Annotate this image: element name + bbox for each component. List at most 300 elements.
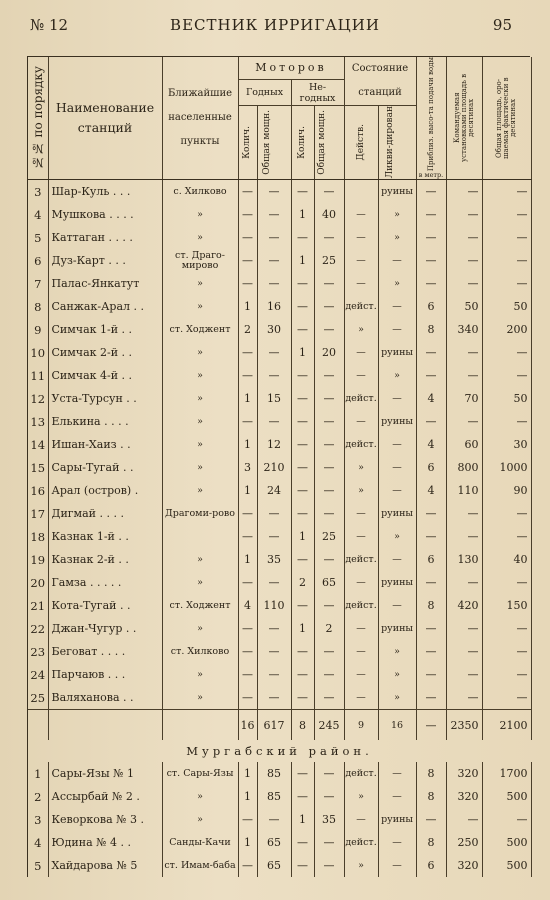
cell-liq: руины [378, 180, 416, 204]
total-gq: 16 [238, 710, 257, 741]
total-b: 2100 [482, 710, 531, 741]
cell-liq: руины [378, 617, 416, 640]
table-row [28, 226, 531, 249]
cell-a: — [446, 180, 482, 204]
cell-gq: — [238, 640, 257, 663]
cell-liq: — [378, 456, 416, 479]
cell-act: — [344, 686, 378, 710]
cell-bp: 20 [314, 341, 344, 364]
cell-a: 110 [446, 479, 482, 502]
cell-a: 420 [446, 594, 482, 617]
cell-bp: — [314, 785, 344, 808]
cell-h: 8 [416, 594, 446, 617]
cell-bp: — [314, 548, 344, 571]
cell-h: — [416, 364, 446, 387]
cell-gp: — [257, 341, 291, 364]
cell-name: Ассырбай № 2 . [48, 785, 162, 808]
cell-b: — [482, 686, 531, 710]
cell-h: — [416, 410, 446, 433]
cell-h: 8 [416, 762, 446, 785]
cell-act: дейст. [344, 831, 378, 854]
cell-gq: — [238, 249, 257, 272]
header-no: №№ по порядку [28, 57, 48, 180]
table-row [28, 364, 531, 387]
cell-h: 6 [416, 548, 446, 571]
cell-gq: 1 [238, 831, 257, 854]
cell-name: Беговат . . . . [48, 640, 162, 663]
cell-bq: 1 [291, 203, 314, 226]
table-row [28, 808, 531, 831]
cell-bp: — [314, 364, 344, 387]
cell-liq: руины [378, 808, 416, 831]
cell-bq: 1 [291, 341, 314, 364]
cell-bq: — [291, 180, 314, 204]
cell-act [344, 180, 378, 204]
cell-bq: — [291, 272, 314, 295]
cell-b: — [482, 180, 531, 204]
total-n [28, 710, 48, 741]
cell-a: — [446, 686, 482, 710]
cell-place: » [162, 387, 238, 410]
cell-act: » [344, 456, 378, 479]
cell-b: — [482, 364, 531, 387]
cell-name: Гамза . . . . . [48, 571, 162, 594]
cell-place: » [162, 686, 238, 710]
cell-place: » [162, 341, 238, 364]
cell-a: 70 [446, 387, 482, 410]
cell-gp: — [257, 663, 291, 686]
cell-gq: — [238, 571, 257, 594]
cell-a: — [446, 525, 482, 548]
cell-gp: — [257, 272, 291, 295]
cell-h: — [416, 226, 446, 249]
cell-liq: — [378, 785, 416, 808]
cell-bq: — [291, 364, 314, 387]
cell-b: 90 [482, 479, 531, 502]
cell-act: — [344, 272, 378, 295]
cell-n: 7 [28, 272, 48, 295]
cell-name: Арал (остров) . [48, 479, 162, 502]
cell-b: — [482, 640, 531, 663]
cell-name: Казнак 1-й . . [48, 525, 162, 548]
cell-liq: руины [378, 410, 416, 433]
table-row [28, 785, 531, 808]
total-name [48, 710, 162, 741]
cell-name: Казнак 2-й . . [48, 548, 162, 571]
cell-h: 4 [416, 387, 446, 410]
cell-place: » [162, 548, 238, 571]
cell-b: — [482, 203, 531, 226]
cell-n: 3 [28, 808, 48, 831]
cell-h: 6 [416, 295, 446, 318]
cell-gp: — [257, 808, 291, 831]
cell-bp: — [314, 180, 344, 204]
cell-bq: — [291, 479, 314, 502]
cell-n: 3 [28, 180, 48, 204]
cell-b: — [482, 571, 531, 594]
table-row [28, 831, 531, 854]
cell-bp: — [314, 831, 344, 854]
cell-place: » [162, 617, 238, 640]
cell-act: — [344, 203, 378, 226]
cell-n: 2 [28, 785, 48, 808]
cell-act: » [344, 318, 378, 341]
cell-h: — [416, 640, 446, 663]
cell-h: — [416, 663, 446, 686]
cell-place: » [162, 663, 238, 686]
totals-row [28, 710, 531, 741]
table-row [28, 387, 531, 410]
cell-liq: руины [378, 571, 416, 594]
cell-liq: — [378, 433, 416, 456]
cell-gq: 1 [238, 387, 257, 410]
cell-act: — [344, 502, 378, 525]
cell-gq: — [238, 226, 257, 249]
cell-bq: — [291, 456, 314, 479]
table-row [28, 762, 531, 785]
cell-bp: — [314, 272, 344, 295]
total-h: — [416, 710, 446, 741]
cell-name: Ишан-Хаиз . . [48, 433, 162, 456]
cell-bq: — [291, 854, 314, 877]
cell-gp: — [257, 410, 291, 433]
cell-bp: — [314, 663, 344, 686]
cell-n: 4 [28, 831, 48, 854]
cell-n: 4 [28, 203, 48, 226]
cell-b: 500 [482, 831, 531, 854]
cell-n: 13 [28, 410, 48, 433]
cell-bp: 40 [314, 203, 344, 226]
cell-bq: — [291, 785, 314, 808]
cell-gp: — [257, 249, 291, 272]
cell-bp: — [314, 479, 344, 502]
header-motors: Моторов [238, 57, 344, 79]
cell-name: Симчак 4-й . . [48, 364, 162, 387]
cell-bq: — [291, 831, 314, 854]
cell-gq: 4 [238, 594, 257, 617]
cell-liq: — [378, 479, 416, 502]
cell-name: Кеворкова № 3 . [48, 808, 162, 831]
cell-bp: — [314, 640, 344, 663]
cell-act: дейст. [344, 762, 378, 785]
table-row [28, 640, 531, 663]
cell-liq: руины [378, 502, 416, 525]
cell-bp: — [314, 854, 344, 877]
cell-a: — [446, 226, 482, 249]
header-liquidated: Ликви-дирован [378, 106, 416, 180]
cell-b: 500 [482, 854, 531, 877]
cell-a: — [446, 249, 482, 272]
cell-gq: 1 [238, 762, 257, 785]
cell-act: — [344, 525, 378, 548]
cell-a: — [446, 203, 482, 226]
cell-liq: » [378, 203, 416, 226]
cell-h: 6 [416, 456, 446, 479]
cell-act: — [344, 226, 378, 249]
cell-bp: 35 [314, 808, 344, 831]
cell-a: 60 [446, 433, 482, 456]
cell-place: Санды-Качи [162, 831, 238, 854]
cell-place: ст. Имам-баба [162, 854, 238, 877]
cell-gp: — [257, 203, 291, 226]
table-row [28, 686, 531, 710]
cell-gq: 1 [238, 295, 257, 318]
header-name: Наименование станций [48, 57, 162, 180]
cell-a: 340 [446, 318, 482, 341]
cell-gp: 30 [257, 318, 291, 341]
cell-gp: — [257, 686, 291, 710]
table-row [28, 249, 531, 272]
cell-n: 12 [28, 387, 48, 410]
cell-place: » [162, 571, 238, 594]
cell-place: ст. Драго-мирово [162, 249, 238, 272]
cell-liq: » [378, 686, 416, 710]
cell-liq: — [378, 854, 416, 877]
cell-bp: 65 [314, 571, 344, 594]
cell-n: 1 [28, 762, 48, 785]
table-row [28, 525, 531, 548]
cell-act: — [344, 410, 378, 433]
cell-place: » [162, 808, 238, 831]
cell-act: дейст. [344, 295, 378, 318]
cell-bp: — [314, 433, 344, 456]
table-row [28, 341, 531, 364]
total-liq: 16 [378, 710, 416, 741]
table-header [28, 57, 531, 180]
cell-act: дейст. [344, 594, 378, 617]
cell-name: Симчак 2-й . . [48, 341, 162, 364]
region-row [28, 740, 531, 762]
cell-gq: — [238, 686, 257, 710]
cell-act: дейст. [344, 387, 378, 410]
cell-liq: — [378, 387, 416, 410]
cell-liq: — [378, 295, 416, 318]
cell-b: 150 [482, 594, 531, 617]
cell-place: ст. Ходжент [162, 594, 238, 617]
cell-bp: — [314, 594, 344, 617]
cell-b: — [482, 272, 531, 295]
total-gp: 617 [257, 710, 291, 741]
cell-gq: — [238, 364, 257, 387]
cell-gp: — [257, 502, 291, 525]
cell-gp: 15 [257, 387, 291, 410]
cell-n: 6 [28, 249, 48, 272]
cell-place [162, 525, 238, 548]
cell-act: — [344, 663, 378, 686]
cell-liq: » [378, 226, 416, 249]
table-row [28, 180, 531, 204]
cell-act: — [344, 341, 378, 364]
header-area-irr: Общая площадь, оро-шаемая фактически в десятинах [482, 57, 531, 180]
cell-bq: — [291, 226, 314, 249]
table-row [28, 548, 531, 571]
cell-a: — [446, 571, 482, 594]
header-active: Действ. [344, 106, 378, 180]
cell-act: — [344, 640, 378, 663]
cell-bq: — [291, 686, 314, 710]
cell-n: 17 [28, 502, 48, 525]
cell-bp: 25 [314, 249, 344, 272]
cell-a: 800 [446, 456, 482, 479]
cell-b: 1000 [482, 456, 531, 479]
table-row [28, 479, 531, 502]
cell-place: » [162, 785, 238, 808]
cell-b: 1700 [482, 762, 531, 785]
cell-n: 9 [28, 318, 48, 341]
cell-h: — [416, 617, 446, 640]
cell-b: — [482, 663, 531, 686]
cell-name: Каттаган . . . . [48, 226, 162, 249]
cell-name: Юдина № 4 . . [48, 831, 162, 854]
cell-n: 11 [28, 364, 48, 387]
table-row [28, 410, 531, 433]
cell-bq: — [291, 318, 314, 341]
cell-bq: 1 [291, 249, 314, 272]
cell-name: Хайдарова № 5 [48, 854, 162, 877]
cell-liq: — [378, 548, 416, 571]
cell-name: Санжак-Арал . . [48, 295, 162, 318]
cell-h: — [416, 203, 446, 226]
cell-gq: 1 [238, 548, 257, 571]
cell-bq: — [291, 502, 314, 525]
cell-a: — [446, 410, 482, 433]
table-body [28, 180, 531, 878]
cell-bq: — [291, 663, 314, 686]
cell-gq: — [238, 808, 257, 831]
header-good: Годных [238, 79, 291, 105]
cell-h: 4 [416, 433, 446, 456]
cell-place: ст. Ходжент [162, 318, 238, 341]
cell-n: 16 [28, 479, 48, 502]
cell-gp: 12 [257, 433, 291, 456]
header-bad: Не-годных [291, 79, 344, 105]
cell-liq: — [378, 318, 416, 341]
cell-a: 130 [446, 548, 482, 571]
cell-bp: — [314, 318, 344, 341]
cell-h: — [416, 808, 446, 831]
total-act: 9 [344, 710, 378, 741]
cell-b: — [482, 226, 531, 249]
table-row [28, 295, 531, 318]
cell-gp: — [257, 226, 291, 249]
cell-bp: — [314, 295, 344, 318]
cell-name: Валяханова . . [48, 686, 162, 710]
cell-n: 10 [28, 341, 48, 364]
cell-act: — [344, 364, 378, 387]
table-row [28, 663, 531, 686]
cell-liq: » [378, 364, 416, 387]
cell-gp: — [257, 617, 291, 640]
cell-gp: — [257, 571, 291, 594]
cell-act: — [344, 617, 378, 640]
cell-b: — [482, 249, 531, 272]
header-good-qty: Колич. [238, 106, 257, 180]
cell-gp: — [257, 180, 291, 204]
header-place: Ближайшие населенные пункты [162, 57, 238, 180]
cell-gq: — [238, 410, 257, 433]
cell-place: » [162, 456, 238, 479]
cell-n: 24 [28, 663, 48, 686]
cell-n: 21 [28, 594, 48, 617]
cell-b: 200 [482, 318, 531, 341]
cell-name: Дигмай . . . . [48, 502, 162, 525]
cell-a: 250 [446, 831, 482, 854]
issue-number: № 12 [30, 16, 69, 34]
cell-h: — [416, 249, 446, 272]
cell-liq: — [378, 762, 416, 785]
cell-b: — [482, 808, 531, 831]
cell-n: 5 [28, 226, 48, 249]
total-bq: 8 [291, 710, 314, 741]
cell-liq: » [378, 663, 416, 686]
cell-bq: 2 [291, 571, 314, 594]
cell-liq: » [378, 640, 416, 663]
journal-title: ВЕСТНИК ИРРИГАЦИИ [170, 16, 380, 34]
cell-gp: 16 [257, 295, 291, 318]
cell-a: 50 [446, 295, 482, 318]
cell-a: 320 [446, 762, 482, 785]
cell-place: » [162, 226, 238, 249]
running-header [0, 12, 550, 36]
table-row [28, 272, 531, 295]
cell-gp: 35 [257, 548, 291, 571]
cell-a: — [446, 663, 482, 686]
cell-bq: — [291, 295, 314, 318]
cell-name: Дуз-Карт . . . [48, 249, 162, 272]
cell-gp: 210 [257, 456, 291, 479]
cell-h: — [416, 272, 446, 295]
cell-b: 500 [482, 785, 531, 808]
cell-gq: 1 [238, 433, 257, 456]
cell-n: 25 [28, 686, 48, 710]
cell-gq: — [238, 663, 257, 686]
cell-bp: — [314, 456, 344, 479]
cell-liq: — [378, 249, 416, 272]
cell-b: — [482, 341, 531, 364]
cell-h: — [416, 686, 446, 710]
cell-liq: » [378, 525, 416, 548]
cell-place: ст. Сары-Язы [162, 762, 238, 785]
table-row [28, 318, 531, 341]
cell-gp: 85 [257, 762, 291, 785]
cell-bq: — [291, 387, 314, 410]
cell-bp: — [314, 226, 344, 249]
cell-a: — [446, 617, 482, 640]
header-height: Приблиз. высо-та подачи воды в метр. [416, 57, 446, 180]
table-row [28, 456, 531, 479]
cell-bq: — [291, 548, 314, 571]
header-bad-qty: Колич. [291, 106, 314, 180]
cell-n: 19 [28, 548, 48, 571]
cell-place: » [162, 295, 238, 318]
stations-table [27, 56, 530, 877]
cell-n: 14 [28, 433, 48, 456]
cell-bq: — [291, 433, 314, 456]
cell-gq: — [238, 203, 257, 226]
cell-h: 4 [416, 479, 446, 502]
table-row [28, 203, 531, 226]
header-good-power: Общая мощн. [257, 106, 291, 180]
cell-h: — [416, 180, 446, 204]
cell-a: — [446, 808, 482, 831]
table-row [28, 571, 531, 594]
cell-name: Сары-Тугай . . [48, 456, 162, 479]
cell-h: — [416, 502, 446, 525]
cell-h: 8 [416, 785, 446, 808]
table-row [28, 502, 531, 525]
cell-place: » [162, 272, 238, 295]
cell-bp: — [314, 762, 344, 785]
